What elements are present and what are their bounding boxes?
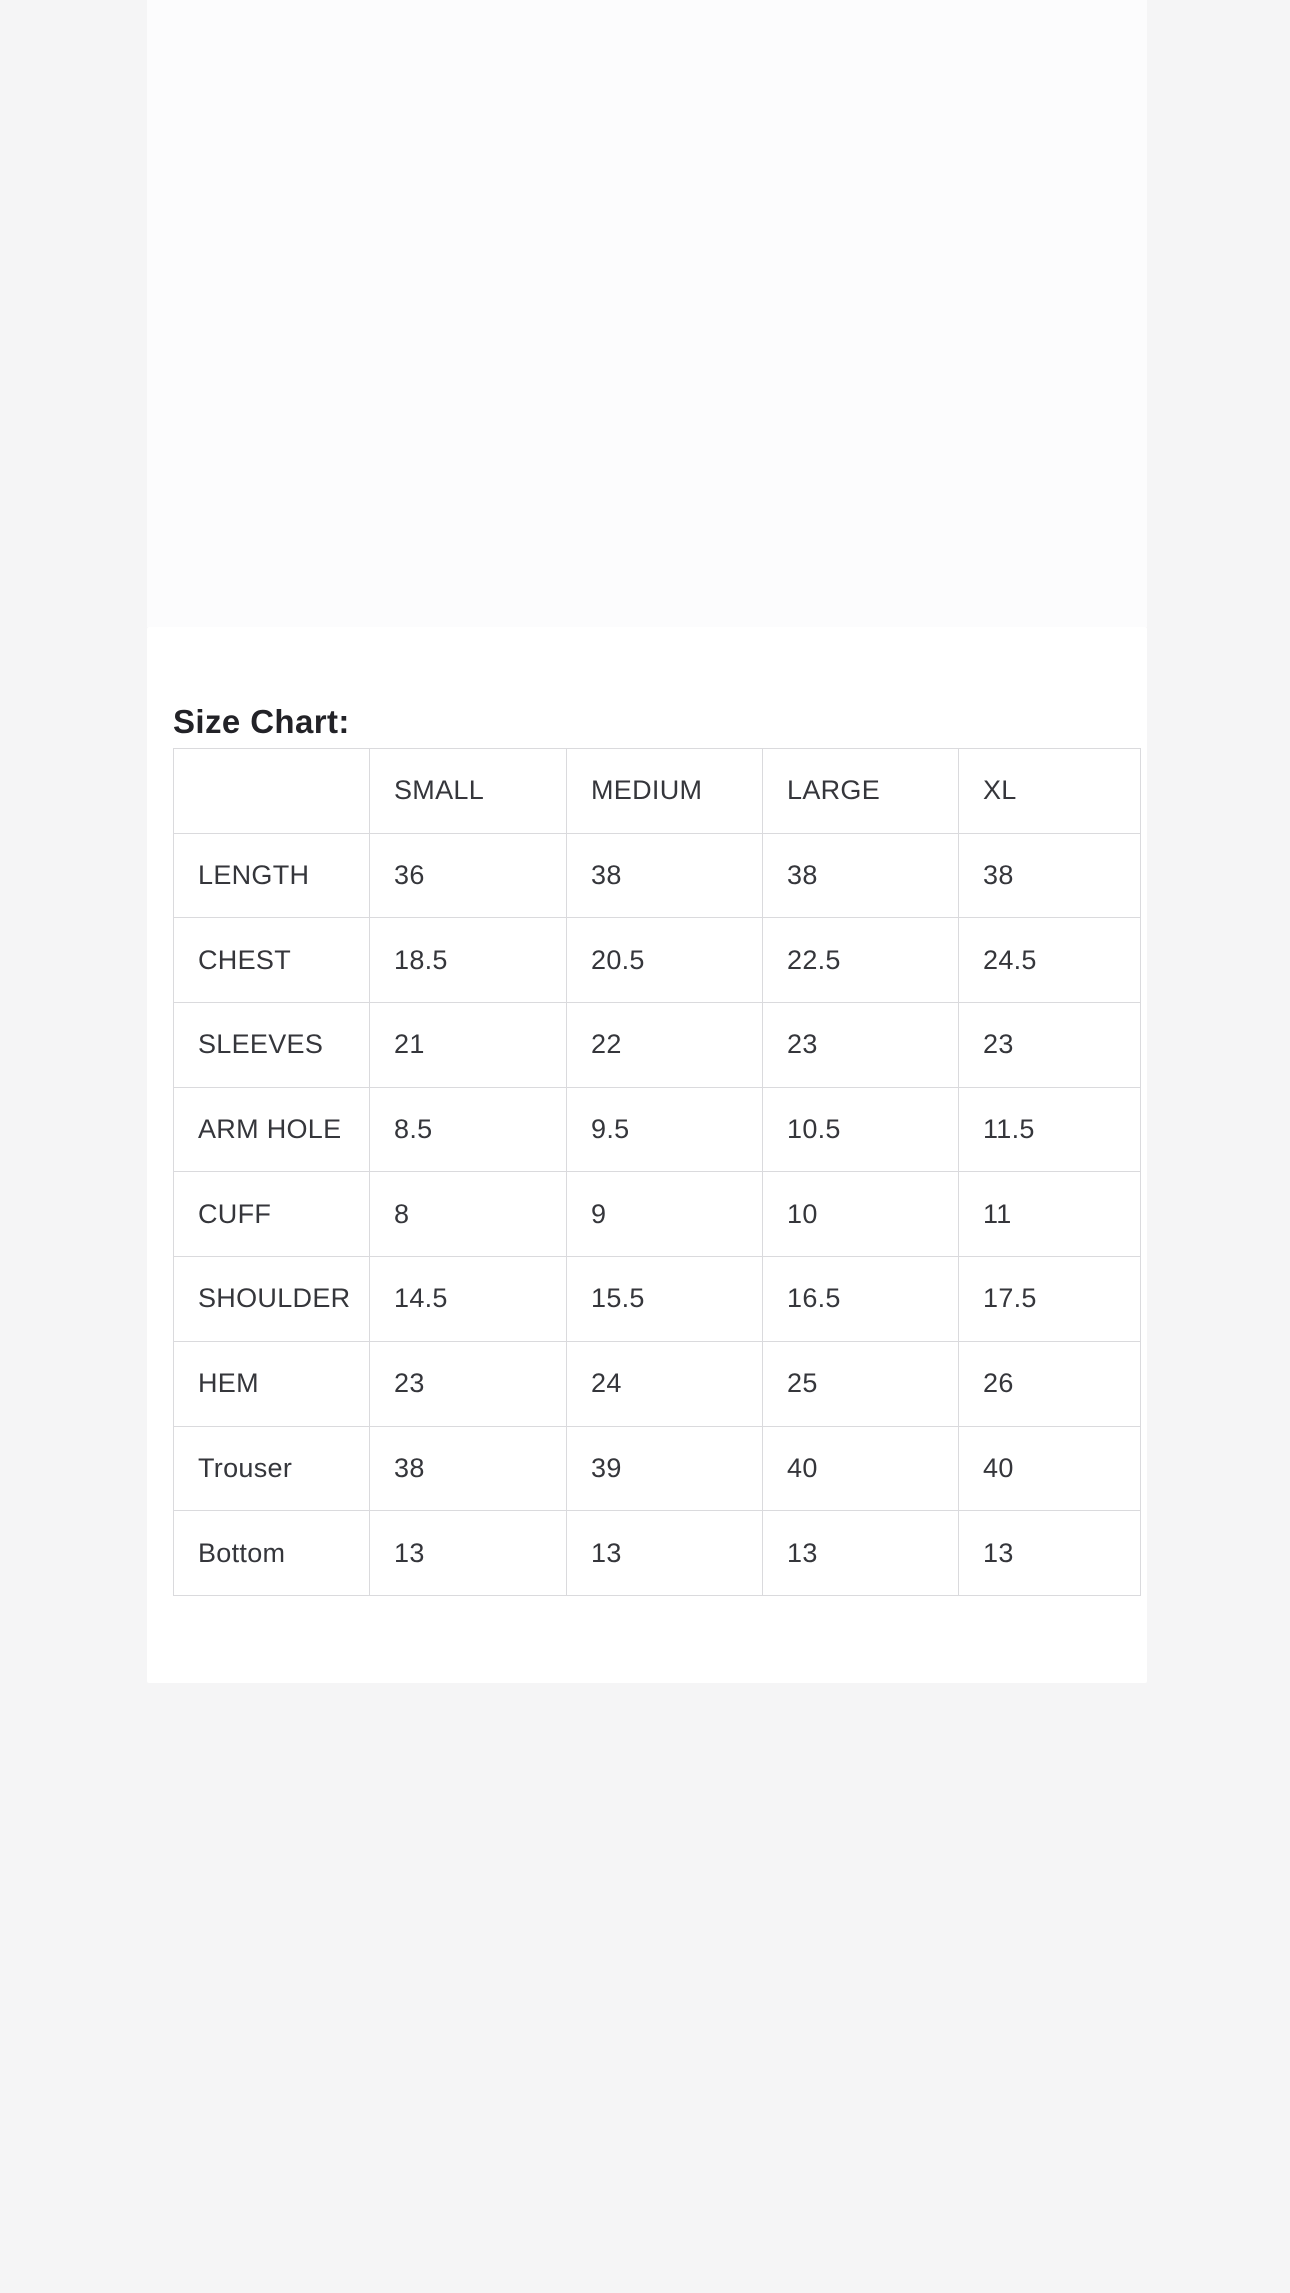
size-value-cell: 26	[959, 1341, 1141, 1426]
size-value-cell: 9	[567, 1172, 763, 1257]
size-value-cell: 23	[763, 1003, 959, 1088]
row-label: Bottom	[174, 1511, 370, 1596]
size-value-cell: 36	[370, 833, 567, 918]
table-row-trouser	[174, 1426, 1141, 1511]
size-value-cell: 24.5	[959, 918, 1141, 1003]
size-value-cell: 38	[763, 833, 959, 918]
size-value-cell: 39	[567, 1426, 763, 1511]
table-row-chest	[174, 918, 1141, 1003]
size-chart-table	[173, 748, 1141, 1596]
size-value-cell: 9.5	[567, 1087, 763, 1172]
row-label: CHEST	[174, 918, 370, 1003]
size-value-cell: 40	[959, 1426, 1141, 1511]
table-row-hem	[174, 1341, 1141, 1426]
size-value-cell: 11.5	[959, 1087, 1141, 1172]
size-value-cell: 16.5	[763, 1257, 959, 1342]
size-value-cell: 40	[763, 1426, 959, 1511]
size-value-cell: 17.5	[959, 1257, 1141, 1342]
size-value-cell: 38	[370, 1426, 567, 1511]
column-header-medium: MEDIUM	[567, 749, 763, 834]
row-label: HEM	[174, 1341, 370, 1426]
table-row-cuff	[174, 1172, 1141, 1257]
row-label: CUFF	[174, 1172, 370, 1257]
size-value-cell: 25	[763, 1341, 959, 1426]
size-value-cell: 13	[763, 1511, 959, 1596]
row-label: LENGTH	[174, 833, 370, 918]
corner-header-cell	[174, 749, 370, 834]
row-label: SHOULDER	[174, 1257, 370, 1342]
size-value-cell: 22.5	[763, 918, 959, 1003]
size-value-cell: 21	[370, 1003, 567, 1088]
size-value-cell: 10	[763, 1172, 959, 1257]
table-header-row	[174, 749, 1141, 834]
column-header-xl: XL	[959, 749, 1141, 834]
size-value-cell: 13	[370, 1511, 567, 1596]
size-value-cell: 15.5	[567, 1257, 763, 1342]
size-value-cell: 18.5	[370, 918, 567, 1003]
size-value-cell: 24	[567, 1341, 763, 1426]
size-value-cell: 38	[959, 833, 1141, 918]
column-header-large: LARGE	[763, 749, 959, 834]
size-value-cell: 23	[959, 1003, 1141, 1088]
size-value-cell: 13	[567, 1511, 763, 1596]
size-value-cell: 14.5	[370, 1257, 567, 1342]
row-label: Trouser	[174, 1426, 370, 1511]
size-value-cell: 11	[959, 1172, 1141, 1257]
size-value-cell: 13	[959, 1511, 1141, 1596]
size-value-cell: 10.5	[763, 1087, 959, 1172]
row-label: SLEEVES	[174, 1003, 370, 1088]
table-row-length	[174, 833, 1141, 918]
row-label: ARM HOLE	[174, 1087, 370, 1172]
size-value-cell: 20.5	[567, 918, 763, 1003]
size-value-cell: 22	[567, 1003, 763, 1088]
size-value-cell: 23	[370, 1341, 567, 1426]
table-row-sleeves	[174, 1003, 1141, 1088]
size-value-cell: 8.5	[370, 1087, 567, 1172]
table-row-shoulder	[174, 1257, 1141, 1342]
previous-section-background	[147, 0, 1147, 627]
column-header-small: SMALL	[370, 749, 567, 834]
size-value-cell: 8	[370, 1172, 567, 1257]
size-value-cell: 38	[567, 833, 763, 918]
table-row-bottom	[174, 1511, 1141, 1596]
size-chart-title: Size Chart:	[173, 703, 350, 741]
size-chart-section	[147, 627, 1147, 1683]
table-row-arm-hole	[174, 1087, 1141, 1172]
